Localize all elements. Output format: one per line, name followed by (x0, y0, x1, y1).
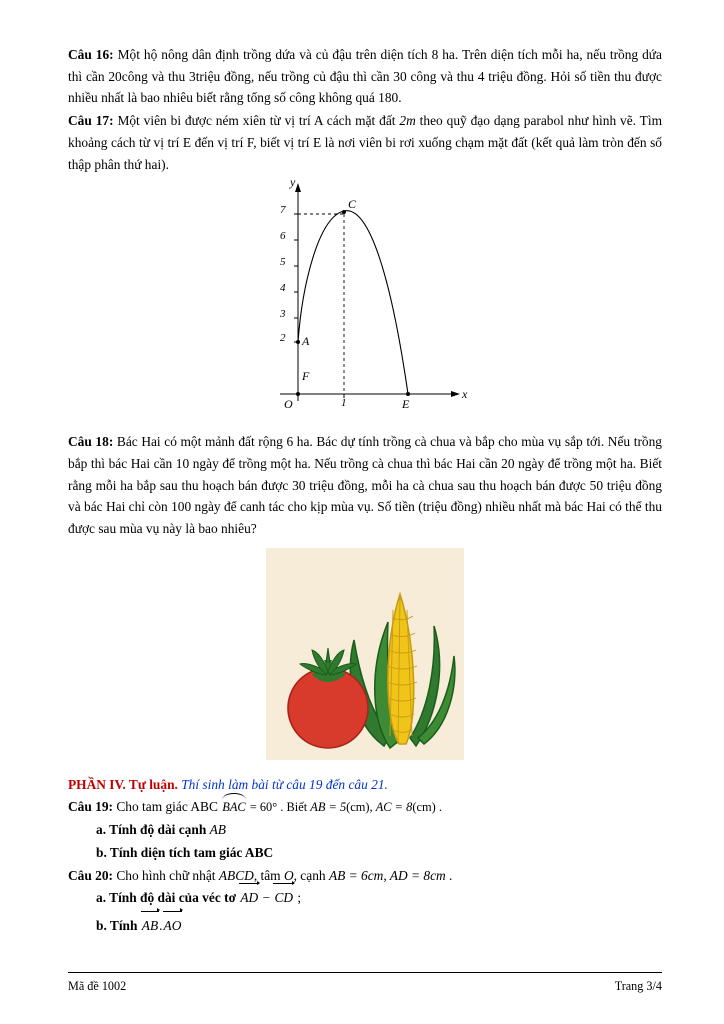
question-20-a-label: a. Tính độ dài của véc tơ (96, 890, 240, 906)
y-tick-3: 3 (280, 308, 286, 321)
question-16 (68, 44, 662, 109)
point-A-label: A (302, 334, 310, 349)
question-20-b-dot: . (159, 917, 163, 933)
question-19-ab: AB = 5 (310, 800, 347, 815)
y-tick-5: 5 (280, 256, 286, 269)
question-19-a-em: AB (209, 822, 226, 838)
question-20-em2: O (283, 867, 294, 883)
question-19-label: Câu 19: (68, 799, 114, 815)
question-20-a-end: ; (294, 890, 302, 906)
corn-tomato-svg (266, 548, 464, 760)
y-tick-4: 4 (280, 282, 286, 295)
question-18 (68, 431, 662, 540)
vector-AD: AD (239, 887, 259, 909)
footer-exam-code: Mã đề 1002 (68, 979, 127, 993)
question-19 (68, 796, 662, 818)
point-F-label: F (302, 369, 310, 384)
question-19-eq: = 60° . Biết (246, 800, 311, 815)
vector-CD: CD (273, 887, 294, 909)
question-19-part-b (68, 842, 662, 864)
parabola-figure (240, 175, 490, 429)
question-20-part-a (68, 887, 662, 909)
question-20-em3: AB = 6cm, AD = 8cm (328, 867, 446, 883)
question-20-em1: ABCD (218, 867, 254, 883)
question-19-comma: , (369, 800, 376, 815)
x-tick-1: 1 (341, 397, 347, 410)
question-19-b-label: b. Tính diện tích tam giác ABC (96, 844, 274, 860)
question-17-text-part1: Một viên bi được ném xiên từ vị trí A cách mặt đất (113, 113, 400, 129)
question-20-label: Câu 20: (68, 867, 114, 883)
question-20-a-minus: − (259, 890, 274, 906)
illustration-container (68, 548, 662, 760)
point-E-label: E (402, 397, 410, 412)
question-19-a-label: a. Tính độ dài cạnh (96, 822, 210, 838)
vector-AB: AB (141, 915, 159, 937)
y-tick-6: 6 (280, 230, 286, 243)
question-20-text2: , tâm (253, 867, 284, 883)
question-17-label: Câu 17: (68, 113, 114, 129)
corn-tomato-illustration (266, 548, 464, 760)
question-16-label: Câu 16: (68, 47, 114, 62)
question-16-text: Một hộ nông dân định trồng dứa và củ đậu trên diện tích 8 ha. Trên diện tích mỗi ha, nếu trồng dứa thì cần 20công và thu 3triệu đồng, nếu trồng củ đậu thì cần 30 công và thu 4 triệu đồng. Hỏi số tiền thu được nhiều nhất là bao nhiêu biết rằng tổng số công không quá 180. (68, 47, 662, 106)
axis-y-label: y (290, 175, 296, 190)
y-tick-2: 2 (280, 332, 286, 345)
question-20-text3: , cạnh (293, 867, 329, 883)
section-label: PHẦN IV. Tự luận. (68, 776, 178, 792)
origin-label: O (284, 397, 293, 412)
section-heading (68, 774, 662, 796)
question-18-label: Câu 18: (68, 434, 114, 450)
axis-x-label: x (462, 387, 468, 402)
question-19-text: Cho tam giác ABC (113, 799, 222, 815)
angle-BAC: BAC (221, 797, 246, 817)
question-20 (68, 865, 662, 887)
question-19-cm2: (cm) (412, 800, 436, 815)
question-20-part-b (68, 915, 662, 937)
question-20-text1: Cho hình chữ nhật (113, 867, 219, 883)
y-tick-7: 7 (280, 204, 286, 217)
question-20-b-label: b. Tính (96, 917, 141, 933)
section-note: Thí sinh làm bài từ câu 19 đến câu 21. (177, 776, 388, 792)
point-C-label: C (348, 197, 357, 212)
question-19-part-a (68, 819, 662, 841)
question-17-text-part2: theo quỹ đạo dạng parabol như hình vẽ. Tìm khoảng cách từ vị trí E đến vị trí F, biết vị trí E là nơi viên bi rơi xuống chạm mặt đất (kết quả làm tròn đến số thập phân thứ hai). (68, 113, 662, 172)
question-18-text: Bác Hai có một mảnh đất rộng 6 ha. Bác dự tính trồng cà chua và bắp cho mùa vụ sắp tới. Nếu trồng bắp thì bác Hai cần 10 ngày để trồng một ha. Nếu trồng cà chua thì bác Hai cần 20 ngày để trồng một ha. Biết rằng mỗi ha bắp sau thu hoạch bán được 30 triệu đồng, mỗi ha cà chua sau thu hoạch bán được 50 triệu đồng và bác Hai chỉ còn 100 ngày để canh tác cho kịp mùa vụ. Số tiền (triệu đồng) nhiều nhất mà bác Hai có thể thu được sau mùa vụ này là bao nhiêu? (68, 434, 662, 537)
question-20-text4: . (445, 867, 453, 883)
question-19-ac: AC = 8 (375, 800, 413, 815)
question-17-value: 2m (399, 113, 416, 129)
question-19-cm1: (cm) (346, 800, 370, 815)
footer-page-number: Trang 3/4 (614, 979, 662, 993)
question-19-dot: . (435, 800, 442, 815)
parabola-svg (240, 179, 490, 429)
parabola-figure-container (68, 175, 662, 429)
page-footer (68, 972, 662, 994)
vector-AO: AO (163, 915, 183, 937)
question-17 (68, 110, 662, 175)
